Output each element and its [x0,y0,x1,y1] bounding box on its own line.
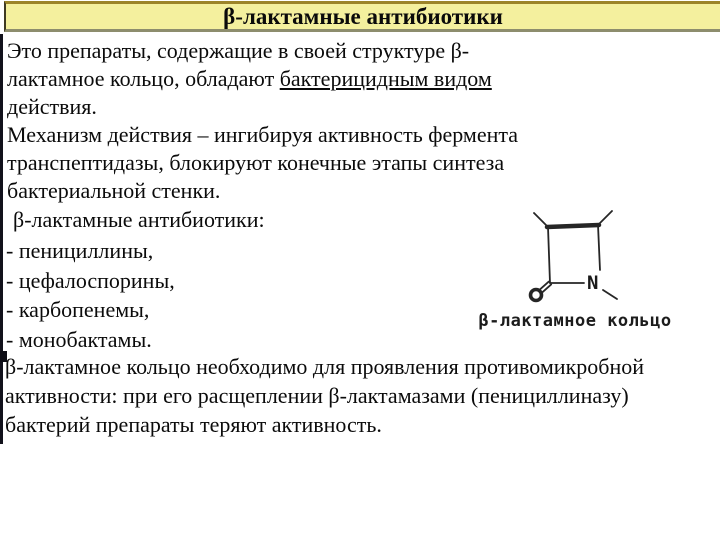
list-item: - монобактамы. [6,326,152,352]
text-line: β-лактамное кольцо необходимо для проявления противомикробной [5,354,644,379]
bond-stub-topright [598,211,612,225]
bond-stub-nitrogen [603,290,617,299]
paragraph-definition [7,37,492,121]
text-line: Это препараты, содержащие в своей структуре β- [7,38,470,63]
bond-right [598,225,600,270]
text-segment: лактамное кольцо, обладают [7,66,280,91]
text-line: β-лактамные антибиотики: [13,207,265,232]
antibiotics-list [6,236,175,354]
ring-structure-drawing [470,200,680,310]
bond-stub-topleft [534,213,548,227]
list-item: - пенициллины, [6,238,154,263]
list-item: - цефалоспорины, [6,267,175,293]
list-heading [13,206,265,234]
paragraph-ring-importance [5,352,719,439]
list-item: - карбопенемы, [6,297,150,322]
bond-left [548,227,550,283]
title-bar [4,1,720,32]
slide-left-edge [0,34,3,444]
text-line: активности: при его расщеплении β-лактамазами (пенициллиназу) [5,383,629,408]
text-line: бактериальной стенки. [7,178,221,203]
text-line: действия. [7,94,97,119]
oxygen-atom-icon [531,290,542,301]
text-line: Механизм действия – ингибируя активность фермента [7,122,519,147]
text-line [7,65,492,93]
structure-caption: β-лактамное кольцо [478,311,672,331]
text-line: транспептидазы, блокируют конечные этапы синтеза [7,150,505,175]
bond-top-bold [547,225,599,227]
underlined-phrase: бактерицидным видом [279,66,492,91]
beta-lactam-ring-diagram [470,200,680,340]
paragraph-mechanism [7,121,518,205]
nitrogen-label: N [587,272,599,294]
text-line: бактерий препараты теряют активность. [5,412,382,437]
page-title: β-лактамные антибиотики [223,3,503,29]
